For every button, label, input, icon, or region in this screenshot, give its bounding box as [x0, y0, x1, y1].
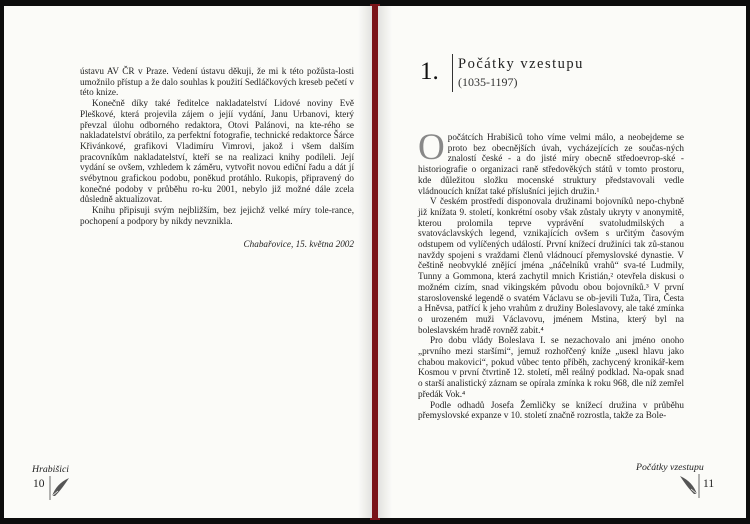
paragraph: Knihu připisuji svým nejbližším, bez jejichž velké míry tole-rance, pochopení a podpory by nikdy nevznikla.: [80, 205, 354, 226]
paragraph: Podle odhadů Josefa Žemličky se knížecí družina v průběhu přemyslovské expanze v 10. století značně rozrostla, takže za Bole-: [418, 399, 684, 421]
paragraph-text: počátcích Hrabišiců toho víme velmi málo, a neobejdeme se proto bez obecnějších úvah, vycházejících ze součas-ných znalostí české - a do jisté míry obecně středoevrop-ské - historiografie o organizaci raně středověkých států v tomto prostoru, kde důležitou složku mocenské struktury představovali vedle vládnoucích knížat také příslušníci jejich družin.¹: [418, 132, 684, 196]
chapter-title: Počátky vzestupu: [458, 56, 584, 72]
paragraph: Konečně díky také ředitelce nakladatelství Lidové noviny Evě Pleškové, která projevila zájem o jejíí vydání, Janu Urbanovi, který převzal úlohu odborného redaktora, Otovi Palánovi, na kte-rého se nakladatelství obrátilo, za perfektní fotografie, technické redaktorce Šárce Křivánkové, grafikovi Vladimíru Vimrovi, jakož i všem dalším pracovníkům nakladatelství, kteří se na realizaci knihy podíleli. Její vydání se ovšem, vzhledem k záměru, vytvořit novou ediční řadu a dát jí svébytnou grafickou podobu, poněkud protáhlo. Rukopis, připravený do konečné podoby v průběhu ro-ku 2001, nebylo již možné dále zcela důsledně aktualizovat.: [80, 98, 354, 205]
left-page: [4, 6, 372, 518]
gutter-shadow: [378, 6, 392, 518]
paragraph: Pro dobu vlády Boleslava I. se nezachovalo ani jméno onoho „prvního mezi staršími“, jemuž rozhořčený kníže „useкl hlavu jako chabou makovici“, pokud vůbec tento příběh, zachycený kronikář-kem Kosmou v první čtvrtině 12. století, měl reálný podklad. Na-opak snad o starší analistický záznam se opírala zmínka k roku 968, dle níž zemřel předák Vok.⁴: [418, 335, 684, 399]
paragraph: [418, 127, 684, 196]
quill-icon: [678, 474, 700, 498]
chapter-rule: [452, 54, 453, 92]
left-page-body: [80, 66, 354, 249]
signoff: Chabařovice, 15. května 2002: [243, 238, 354, 249]
chapter-years: (1035-1197): [458, 75, 518, 89]
page-number: 10: [33, 478, 45, 490]
gutter-shadow: [358, 6, 372, 518]
running-title: Hrabišici: [32, 464, 70, 475]
running-title: Počátky vzestupu: [636, 462, 704, 473]
right-page: [378, 6, 746, 518]
page-number: 11: [703, 478, 715, 490]
right-page-body: [418, 127, 684, 421]
paragraph: V českém prostředí disponovala družinami bojovníků nepo-chybně již knížata 9. století, konkrétní osoby však zůstaly ukryty v anonymitě, kterou prolomila teprve vyprávění svatoludmilských a svatováclavských legend, vznikajících ovšem s určitým časovým odstupem od vylíčených událostí. První knížecí družiníci tak zů-stanou navždy spojeni s vraždami členů vládnoucí přemyslovské dynastie. V češtině neobvyklé znějící jména „náčelníků vrahů“ sva-té Ludmily, Tunny a Gommona, která zachytil mnich Kristián,² otevřela diskusi o možném cizím, snad vikingském původu obou bojovníků.³ V první staroslovenské legendě o svatém Václavu se ob-jevili Tuža, Tira, Česta a Hněvsa, patřící k jeho vrahům z družiny Boleslavovy, ale také zmínka o urozeném muži Václavovu, jménem Mstina, který byl na boleslavském hradě rovněž zabit.⁴: [418, 196, 684, 335]
paragraph: ústavu AV ČR v Praze. Vedení ústavu děkuji, že mi k této požůsta-losti umožnilo přístup a že dalo souhlas k použití Sedláčkových kreseb pečetí v této knize.: [80, 66, 354, 98]
drop-cap: O: [418, 127, 445, 168]
quill-icon: [49, 476, 71, 500]
chapter-number: 1.: [420, 58, 439, 85]
